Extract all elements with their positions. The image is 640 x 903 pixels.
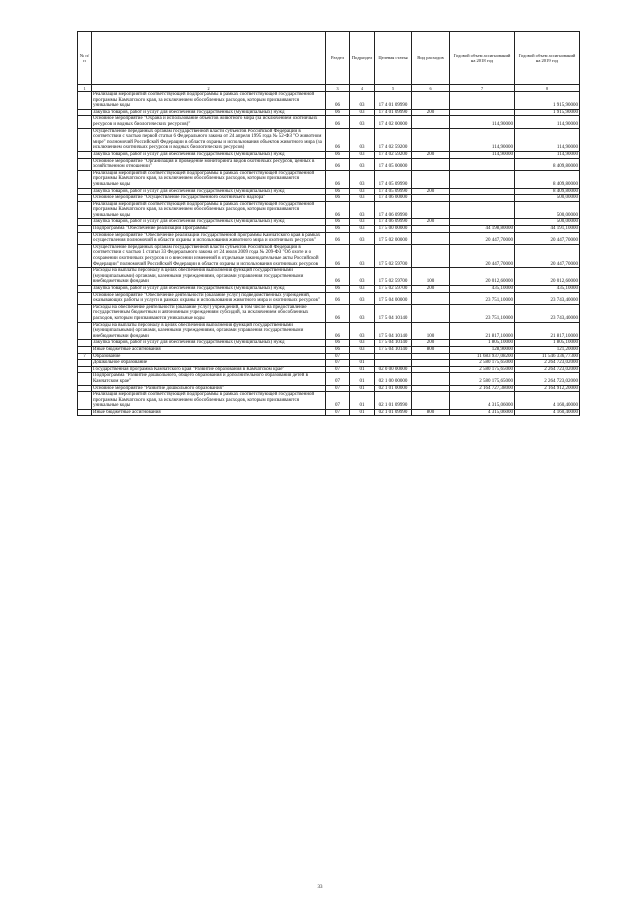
row-name: Осуществление переданных органам государственной власти субъектов Российской Федерации в соответствии с частью первой статьи 6 Федерального закона от 24 апреля 1995 года № 52-ФЗ "О животном мире" полномочий Российской Федерации в области охраны и использования объектов животного мира (за исключением охотничьих ресурсов и водных биологических ресурсов) [92,128,326,151]
row-target-article: 17 4 05 09990 [375,170,412,188]
row-number [78,409,92,416]
row-section: 06 [326,128,350,151]
row-name: Подпрограмма "Развитие дошкольного, общего образования и дополнительного образования детей в Камчатском крае" [92,373,326,385]
index-cell: 2 [92,85,326,92]
row-amount-2018: 20 447,70000 [450,244,515,267]
header-exptype: Вид расходов [412,32,450,85]
row-amount-2019: 1 915,90000 [515,92,580,110]
table-row [78,109,580,116]
row-target-article: 17 5 00 00000 [375,226,412,233]
table-row [78,346,580,353]
row-amount-2018 [450,109,515,116]
index-cell: 3 [326,85,350,92]
row-amount-2019: 20 012,60000 [515,268,580,286]
row-name: Осуществление переданных органам государственной власти субъектов Российской Федерации в соответствии с частью 1 статьи 33 Федерального закона от 24 июля 2009 года № 209-ФЗ "Об охоте и о сохранении охотничьих ресурсов и о внесении изменений в отдельные законодательные акты Российской Федерации" полномочий Российской Федерации в области охраны и использования охотничьих ресурсов [92,244,326,267]
row-subsection: 03 [350,244,375,267]
row-section: 06 [326,232,350,244]
row-amount-2019: 44 191,10000 [515,226,580,233]
row-number [78,232,92,244]
row-subsection: 03 [350,304,375,322]
row-target-article: 17 5 04 10140 [375,304,412,322]
table-row [78,409,580,416]
row-name: Закупка товаров, работ и услуг для обеспечения государственных (муниципальных) нужд [92,340,326,347]
row-subsection: 01 [350,366,375,373]
table-row [78,373,580,385]
row-number: 7 [78,353,92,360]
row-target-article: 17 4 06 09990 [375,201,412,219]
row-name: Закупка товаров, работ и услуг для обеспечения государственных (муниципальных) нужд [92,151,326,158]
row-target-article: 17 4 02 00000 [375,116,412,128]
row-target-article: 02 1 01 00000 [375,385,412,392]
row-amount-2018: 2 164 727,38000 [450,385,515,392]
row-expense-type [412,373,450,385]
row-name: Закупка товаров, работ и услуг для обеспечения государственных (муниципальных) нужд [92,219,326,226]
row-expense-type: 800 [412,346,450,353]
row-target-article: 02 1 01 09990 [375,392,412,410]
row-target-article: 17 4 06 00000 [375,195,412,202]
row-section: 07 [326,353,350,360]
row-target-article: 17 5 02 59700 [375,244,412,267]
row-subsection: 03 [350,340,375,347]
row-target-article: 17 5 02 59700 [375,268,412,286]
table-row [78,128,580,151]
row-amount-2018 [450,195,515,202]
table-row [78,366,580,373]
row-amount-2019: 114,90000 [515,128,580,151]
header-row [78,32,580,85]
row-number [78,201,92,219]
row-amount-2019: 2 264 723,02000 [515,373,580,385]
row-amount-2019: 435,10000 [515,286,580,293]
row-section: 06 [326,219,350,226]
row-amount-2018 [450,170,515,188]
row-amount-2019: 121,20000 [515,346,580,353]
row-target-article: 17 5 04 00000 [375,292,412,304]
row-section: 06 [326,322,350,340]
row-name: Основное мероприятие "Охрана и использование объектов животного мира (за исключением охотничьих ресурсов и водных биологических ресурсов)" [92,116,326,128]
row-amount-2019: 500,00000 [515,195,580,202]
row-subsection: 03 [350,201,375,219]
row-section: 06 [326,170,350,188]
row-name: Расходы на обеспечение деятельности (оказание услуг) учреждений, в том числе на предоставление государственным бюджетным и автономным учреждениям субсидий, за исключением обособленных расходов, которым присваиваются уникальные коды [92,304,326,322]
row-expense-type: 100 [412,268,450,286]
row-section: 07 [326,373,350,385]
row-name: Реализация мероприятий соответствующей подпрограммы в рамках соответствующей государственной программы Камчатского края, за исключением обособленных расходов, которым присваиваются уникальные коды [92,201,326,219]
row-expense-type: 200 [412,188,450,195]
row-name: Закупка товаров, работ и услуг для обеспечения государственных (муниципальных) нужд [92,109,326,116]
row-amount-2018: 21 817,10000 [450,322,515,340]
row-target-article: 17 4 05 00000 [375,158,412,170]
row-target-article: 17 4 06 09990 [375,219,412,226]
row-subsection: 03 [350,195,375,202]
table-row [78,151,580,158]
table-row [78,219,580,226]
row-name: Основное мероприятие "Организация и проведение мониторинга видов охотничьих ресурсов, ценных в хозяйственном отношении" [92,158,326,170]
row-amount-2019: 4 160,40000 [515,409,580,416]
row-section: 06 [326,109,350,116]
row-expense-type [412,366,450,373]
row-target-article: 17 5 02 00000 [375,232,412,244]
row-subsection: 03 [350,109,375,116]
budget-table [77,31,580,416]
row-amount-2019: 2 264 723,02000 [515,360,580,367]
row-section: 06 [326,226,350,233]
header-subsection: Подраздел [350,32,375,85]
row-name: Подпрограмма "Обеспечение реализации Программы" [92,226,326,233]
row-subsection: 01 [350,392,375,410]
row-expense-type [412,392,450,410]
row-expense-type [412,353,450,360]
row-target-article [375,353,412,360]
row-amount-2018: 114,90000 [450,128,515,151]
row-section: 07 [326,385,350,392]
row-section: 06 [326,244,350,267]
row-amount-2018 [450,219,515,226]
row-number [78,360,92,367]
row-target-article: 17 4 02 59200 [375,128,412,151]
row-number [78,158,92,170]
row-section: 06 [326,201,350,219]
row-target-article: 17 5 04 10140 [375,340,412,347]
row-expense-type: 100 [412,322,450,340]
row-target-article: 02 0 00 00000 [375,366,412,373]
table-row [78,292,580,304]
row-amount-2019: 23 743,40000 [515,304,580,322]
row-section: 06 [326,304,350,322]
index-cell: 8 [515,85,580,92]
row-section: 07 [326,366,350,373]
row-amount-2018: 2 580 175,65000 [450,360,515,367]
row-section: 06 [326,292,350,304]
row-name: Реализация мероприятий соответствующей подпрограммы в рамках соответствующей государственной программы Камчатского края, за исключением обособленных расходов, которым присваиваются уникальные коды [92,392,326,410]
row-section: 07 [326,392,350,410]
row-amount-2018: 1 805,10000 [450,340,515,347]
row-amount-2018: 11 683 937,08200 [450,353,515,360]
row-subsection: 03 [350,232,375,244]
row-subsection: 03 [350,286,375,293]
header-target: Целевая статья [375,32,412,85]
row-amount-2018 [450,188,515,195]
row-amount-2019: 500,00000 [515,201,580,219]
row-section: 06 [326,116,350,128]
row-expense-type [412,226,450,233]
row-number [78,268,92,286]
row-section: 06 [326,158,350,170]
row-subsection: 03 [350,188,375,195]
row-expense-type [412,292,450,304]
row-number [78,170,92,188]
row-amount-2019: 11 546 336,77300 [515,353,580,360]
row-section: 06 [326,195,350,202]
table-row [78,360,580,367]
row-expense-type: 200 [412,340,450,347]
row-section: 06 [326,92,350,110]
row-subsection: 03 [350,128,375,151]
row-target-article: 17 4 05 09990 [375,188,412,195]
row-name: Закупка товаров, работ и услуг для обеспечения государственных (муниципальных) нужд [92,188,326,195]
row-amount-2018: 114,90000 [450,116,515,128]
row-subsection: 03 [350,170,375,188]
row-expense-type [412,304,450,322]
table-row [78,195,580,202]
row-expense-type [412,201,450,219]
row-target-article: 17 5 02 59700 [375,286,412,293]
row-section: 06 [326,340,350,347]
row-expense-type [412,195,450,202]
row-amount-2018: 4 315,06000 [450,409,515,416]
row-expense-type [412,158,450,170]
row-amount-2018: 128,90000 [450,346,515,353]
index-cell: 6 [412,85,450,92]
row-expense-type [412,92,450,110]
row-expense-type: 200 [412,219,450,226]
row-expense-type [412,385,450,392]
row-expense-type [412,232,450,244]
row-amount-2018: 4 315,06000 [450,392,515,410]
row-name: Государственная программа Камчатского края "Развитие образования в Камчатском крае" [92,366,326,373]
table-row [78,340,580,347]
row-amount-2019: 1 805,10000 [515,340,580,347]
row-number [78,286,92,293]
row-name: Иные бюджетные ассигнования [92,346,326,353]
row-amount-2019: 2 164 912,20000 [515,385,580,392]
row-subsection: 03 [350,116,375,128]
row-target-article [375,360,412,367]
row-section: 06 [326,286,350,293]
table-row [78,226,580,233]
row-name: Иные бюджетные ассигнования [92,409,326,416]
header-2018: Годовой объем ассигнований на 2018 год [450,32,515,85]
row-number [78,304,92,322]
table-row [78,232,580,244]
row-name: Реализация мероприятий соответствующей подпрограммы в рамках соответствующей государственной программы Камчатского края, за исключением обособленных расходов, которым присваиваются уникальные коды [92,92,326,110]
table-row [78,188,580,195]
row-expense-type: 800 [412,409,450,416]
row-number [78,219,92,226]
row-number [78,226,92,233]
header-2019: Годовой объем ассигнований на 2019 год [515,32,580,85]
table-row [78,268,580,286]
row-amount-2018: 23 751,10000 [450,304,515,322]
row-section: 06 [326,268,350,286]
index-cell: 5 [375,85,412,92]
page-number: 33 [317,885,323,890]
row-amount-2018 [450,158,515,170]
table-row [78,92,580,110]
row-expense-type: 200 [412,151,450,158]
row-subsection: 03 [350,158,375,170]
row-number [78,116,92,128]
row-section: 06 [326,151,350,158]
header-name [92,32,326,85]
row-target-article: 17 5 04 10140 [375,346,412,353]
table-row [78,158,580,170]
row-subsection: 03 [350,268,375,286]
table-row [78,392,580,410]
row-amount-2019: 114,90000 [515,151,580,158]
table-row [78,286,580,293]
row-target-article: 17 4 01 09990 [375,109,412,116]
row-subsection: 03 [350,92,375,110]
row-subsection: 03 [350,346,375,353]
row-name: Основное мероприятие "Осуществление государственного охотничьего надзора" [92,195,326,202]
row-name: Основное мероприятие "Обеспечение реализации государственной программы Камчатского края в рамках осуществления полномочий в области охраны и использования животного мира и охотничьих ресурсов" [92,232,326,244]
row-expense-type [412,170,450,188]
row-name: Основное мероприятие "Обеспечение деятельности (оказание услуг) подведомственных учреждений, оказывающих работы и услуги в рамках охраны и использования животного мира и охотничьих ресурсов" [92,292,326,304]
row-subsection: 03 [350,292,375,304]
row-target-article: 02 1 00 00000 [375,373,412,385]
budget-table-sheet [77,31,579,416]
row-subsection: 03 [350,226,375,233]
row-amount-2018: 20 447,70000 [450,232,515,244]
row-amount-2019: 114,90000 [515,116,580,128]
row-section: 07 [326,360,350,367]
index-cell: 4 [350,85,375,92]
header-num: № п/п [78,32,92,85]
table-row [78,385,580,392]
row-name: Основное мероприятие "Развитие дошкольного образования" [92,385,326,392]
row-amount-2019: 1 915,90000 [515,109,580,116]
row-amount-2019: 2 264 723,02000 [515,366,580,373]
row-number [78,188,92,195]
row-section: 07 [326,409,350,416]
row-target-article: 17 5 04 10140 [375,322,412,340]
row-number [78,392,92,410]
row-amount-2019: 8 409,80000 [515,170,580,188]
table-row [78,304,580,322]
row-number [78,92,92,110]
row-name: Расходы на выплаты персоналу в целях обеспечения выполнения функций государственными (муниципальными) органами, казенными учреждениями, органами управления государственными внебюджетными фондами [92,268,326,286]
row-number [78,128,92,151]
row-name: Образование [92,353,326,360]
index-cell: 1 [78,85,92,92]
row-section: 06 [326,346,350,353]
row-number [78,366,92,373]
table-row [78,116,580,128]
row-name: Расходы на выплаты персоналу в целях обеспечения выполнения функций государственными (муниципальными) органами, казенными учреждениями, органами управления государственными внебюджетными фондами [92,322,326,340]
table-row [78,322,580,340]
row-subsection: 03 [350,322,375,340]
row-number [78,292,92,304]
table-row [78,201,580,219]
row-amount-2018: 114,90000 [450,151,515,158]
row-amount-2018: 20 012,60000 [450,268,515,286]
row-number [78,244,92,267]
row-expense-type [412,360,450,367]
row-target-article: 17 4 02 59200 [375,151,412,158]
row-amount-2018: 2 580 175,65000 [450,373,515,385]
header-section: Раздел [326,32,350,85]
row-name: Реализация мероприятий соответствующей подпрограммы в рамках соответствующей государственной программы Камчатского края, за исключением обособленных расходов, которым присваиваются уникальные коды [92,170,326,188]
row-amount-2018: 2 580 175,65000 [450,366,515,373]
row-number [78,346,92,353]
row-expense-type: 200 [412,286,450,293]
row-expense-type: 200 [412,109,450,116]
row-amount-2019: 500,00000 [515,219,580,226]
row-expense-type [412,128,450,151]
row-amount-2019: 8 409,80000 [515,158,580,170]
row-subsection: 01 [350,360,375,367]
row-amount-2019: 8 409,80000 [515,188,580,195]
row-target-article: 17 4 01 09990 [375,92,412,110]
table-row [78,170,580,188]
row-expense-type [412,116,450,128]
row-subsection: 01 [350,409,375,416]
row-number [78,195,92,202]
row-amount-2019: 20 447,70000 [515,232,580,244]
column-index-row [78,85,580,92]
row-name: Дошкольное образование [92,360,326,367]
table-row [78,353,580,360]
table-row [78,244,580,267]
row-subsection [350,353,375,360]
row-amount-2019: 21 817,10000 [515,322,580,340]
row-number [78,373,92,385]
row-amount-2018: 44 198,80000 [450,226,515,233]
row-expense-type [412,244,450,267]
row-section: 06 [326,188,350,195]
row-target-article: 02 1 01 09990 [375,409,412,416]
row-amount-2019: 20 447,70000 [515,244,580,267]
row-amount-2018 [450,92,515,110]
row-amount-2018: 23 751,10000 [450,292,515,304]
row-number [78,109,92,116]
index-cell: 7 [450,85,515,92]
row-subsection: 01 [350,385,375,392]
row-number [78,385,92,392]
row-amount-2019: 4 160,40000 [515,392,580,410]
row-amount-2018: 435,10000 [450,286,515,293]
row-name: Закупка товаров, работ и услуг для обеспечения государственных (муниципальных) нужд [92,286,326,293]
row-subsection: 01 [350,373,375,385]
row-subsection: 03 [350,219,375,226]
row-amount-2018 [450,201,515,219]
row-number [78,151,92,158]
row-amount-2019: 23 743,40000 [515,292,580,304]
row-subsection: 03 [350,151,375,158]
row-number [78,322,92,340]
row-number [78,340,92,347]
